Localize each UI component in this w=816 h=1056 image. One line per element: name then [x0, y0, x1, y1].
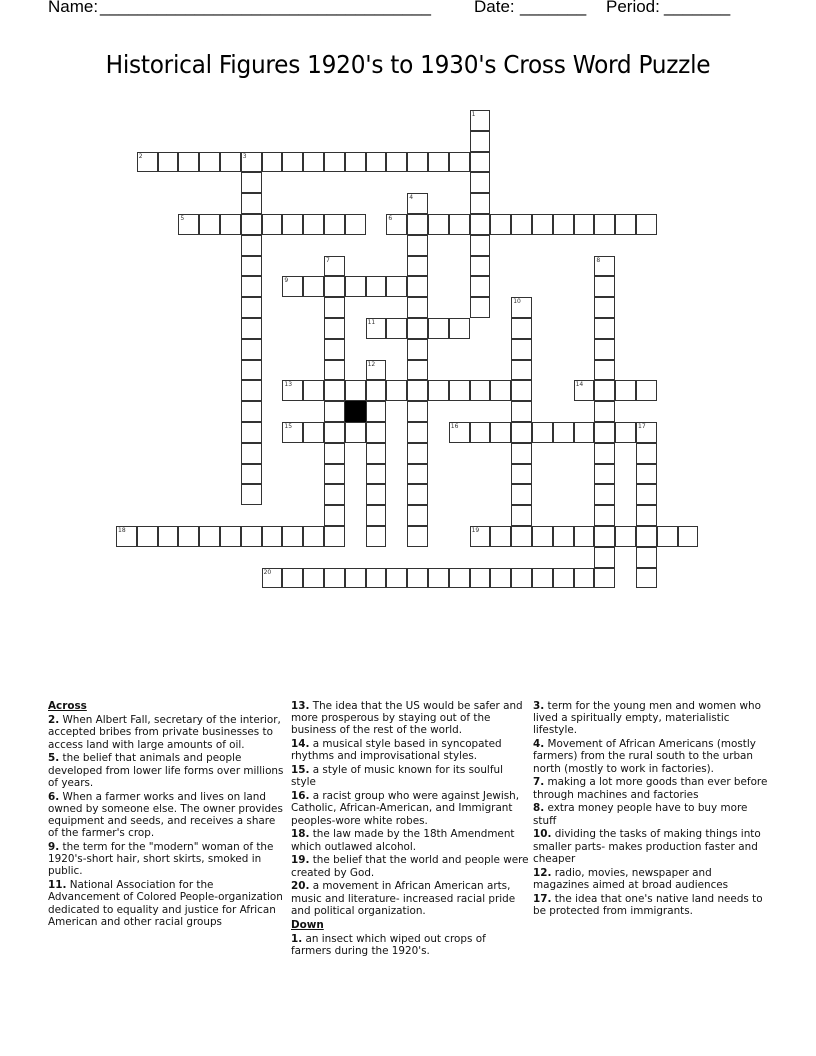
clue-down-4: 4. Movement of African Americans (mostly farmers) from the rural south to the urban north (mostly to work in factories).: [533, 738, 756, 775]
clue-number: 10: [513, 298, 521, 306]
grid-cell[interactable]: [386, 214, 407, 235]
grid-cell[interactable]: [324, 297, 345, 318]
clue-number: 16: [450, 423, 459, 430]
grid-cell[interactable]: [470, 526, 491, 547]
grid-cell[interactable]: [366, 360, 387, 381]
grid-cell[interactable]: [636, 505, 657, 526]
grid-cell[interactable]: [511, 214, 532, 235]
grid-cell[interactable]: [407, 235, 428, 256]
clue-number: 1: [471, 111, 476, 118]
grid-cell[interactable]: [594, 401, 615, 422]
grid-cell[interactable]: [407, 318, 428, 339]
grid-cell[interactable]: [470, 235, 491, 256]
grid-cell[interactable]: [116, 526, 137, 547]
clue-across-5: 5. the belief that animals and people developed from lower life forms over millions of years.: [48, 752, 284, 789]
grid-cell[interactable]: [490, 214, 511, 235]
grid-cell[interactable]: [241, 152, 262, 173]
grid-cell[interactable]: [636, 380, 657, 401]
grid-cell[interactable]: [449, 380, 470, 401]
clue-number: 13: [284, 381, 293, 389]
grid-cell[interactable]: [324, 152, 345, 173]
grid-cell[interactable]: [241, 276, 262, 297]
grid-cell[interactable]: [594, 360, 615, 381]
grid-cell[interactable]: [532, 526, 553, 547]
grid-cell[interactable]: [241, 360, 262, 381]
grid-cell[interactable]: [303, 152, 324, 173]
grid-cell[interactable]: [511, 568, 532, 589]
grid-cell[interactable]: [615, 526, 636, 547]
grid-cell[interactable]: [241, 193, 262, 214]
grid-cell[interactable]: [407, 193, 428, 214]
grid-cell[interactable]: [220, 152, 241, 173]
grid-cell[interactable]: [158, 526, 179, 547]
grid-cell[interactable]: [574, 422, 595, 443]
grid-cell[interactable]: [282, 276, 303, 297]
grid-cell[interactable]: [407, 380, 428, 401]
grid-cell[interactable]: [636, 422, 657, 443]
grid-cell[interactable]: [345, 380, 366, 401]
grid-cell[interactable]: [511, 360, 532, 381]
clue-number: 3: [242, 152, 247, 160]
grid-cell[interactable]: [366, 380, 387, 401]
grid-cell[interactable]: [366, 568, 387, 589]
grid-cell[interactable]: [594, 422, 615, 443]
grid-cell[interactable]: [262, 526, 283, 547]
grid-cell[interactable]: [470, 276, 491, 297]
grid-cell[interactable]: [324, 568, 345, 589]
grid-cell[interactable]: [241, 526, 262, 547]
grid-cell[interactable]: [511, 297, 532, 318]
grid-cell[interactable]: [594, 318, 615, 339]
grid-cell[interactable]: [282, 422, 303, 443]
clue-across-2: 2. When Albert Fall, secretary of the interior, accepted bribes from private businesses to access land with large amounts of oil.: [48, 714, 281, 751]
grid-cell[interactable]: [594, 505, 615, 526]
grid-cell[interactable]: [594, 380, 615, 401]
grid-cell[interactable]: [574, 380, 595, 401]
grid-cell[interactable]: [241, 256, 262, 277]
grid-cell[interactable]: [511, 484, 532, 505]
grid-cell[interactable]: [553, 422, 574, 443]
grid-cell[interactable]: [324, 526, 345, 547]
clue-number: 11: [367, 319, 376, 326]
grid-cell[interactable]: [324, 360, 345, 381]
grid-cell[interactable]: [366, 484, 387, 505]
grid-cell[interactable]: [574, 568, 595, 589]
blocked-cell: [345, 401, 366, 422]
grid-cell[interactable]: [241, 401, 262, 422]
grid-cell[interactable]: [428, 380, 449, 401]
grid-cell[interactable]: [366, 152, 387, 173]
clue-across-19: 19. the belief that the world and people were created by God.: [291, 854, 529, 879]
grid-cell[interactable]: [241, 380, 262, 401]
grid-cell[interactable]: [282, 568, 303, 589]
grid-cell[interactable]: [262, 214, 283, 235]
grid-cell[interactable]: [407, 256, 428, 277]
grid-cell[interactable]: [407, 339, 428, 360]
grid-cell[interactable]: [490, 526, 511, 547]
grid-cell[interactable]: [490, 380, 511, 401]
grid-cell[interactable]: [137, 152, 158, 173]
grid-cell[interactable]: [532, 214, 553, 235]
grid-cell[interactable]: [470, 568, 491, 589]
name-field[interactable]: ___________________________________: [100, 0, 431, 16]
down-heading: Down: [291, 918, 324, 931]
grid-cell[interactable]: [636, 214, 657, 235]
clue-number: 17: [638, 423, 646, 430]
grid-cell[interactable]: [636, 526, 657, 547]
clue-number: 14: [575, 381, 584, 389]
across-heading: Across: [48, 700, 87, 712]
grid-cell[interactable]: [511, 443, 532, 464]
grid-cell[interactable]: [407, 401, 428, 422]
grid-cell[interactable]: [449, 422, 470, 443]
clue-number: 7: [326, 256, 330, 264]
clues-column-1: [48, 700, 284, 930]
grid-cell[interactable]: [636, 443, 657, 464]
grid-cell[interactable]: [178, 214, 199, 235]
grid-cell[interactable]: [615, 422, 636, 443]
grid-cell[interactable]: [303, 214, 324, 235]
grid-cell[interactable]: [407, 505, 428, 526]
clues-column-3: [533, 700, 769, 919]
grid-cell[interactable]: [324, 464, 345, 485]
grid-cell[interactable]: [262, 152, 283, 173]
grid-cell[interactable]: [407, 360, 428, 381]
grid-cell[interactable]: [324, 276, 345, 297]
clue-down-12: 12. radio, movies, newspaper and magazines aimed at broad audiences: [533, 866, 729, 891]
grid-cell[interactable]: [678, 526, 699, 547]
grid-cell[interactable]: [407, 422, 428, 443]
grid-cell[interactable]: [386, 276, 407, 297]
clue-down-7: 7. making a lot more goods than ever before through machines and factories: [533, 776, 768, 801]
grid-cell[interactable]: [303, 568, 324, 589]
clue-number: 19: [471, 527, 480, 534]
grid-cell[interactable]: [386, 152, 407, 173]
period-field[interactable]: _______: [664, 0, 731, 16]
grid-cell[interactable]: [324, 505, 345, 526]
grid-cell[interactable]: [490, 568, 511, 589]
grid-cell[interactable]: [636, 464, 657, 485]
clue-across-9: 9. the term for the "modern" woman of the 1920's-short hair, short skirts, smoked in public.: [48, 841, 274, 878]
grid-cell[interactable]: [449, 568, 470, 589]
grid-cell[interactable]: [657, 526, 678, 547]
grid-cell[interactable]: [553, 568, 574, 589]
grid-cell[interactable]: [324, 318, 345, 339]
grid-cell[interactable]: [366, 401, 387, 422]
grid-cell[interactable]: [241, 464, 262, 485]
grid-cell[interactable]: [553, 526, 574, 547]
grid-cell[interactable]: [511, 318, 532, 339]
grid-cell[interactable]: [490, 422, 511, 443]
clue-number: 20: [263, 568, 272, 576]
grid-cell[interactable]: [199, 526, 220, 547]
grid-cell[interactable]: [511, 505, 532, 526]
grid-cell[interactable]: [324, 214, 345, 235]
grid-cell[interactable]: [366, 318, 387, 339]
grid-cell[interactable]: [199, 214, 220, 235]
grid-cell[interactable]: [407, 443, 428, 464]
grid-cell[interactable]: [407, 464, 428, 485]
grid-cell[interactable]: [553, 214, 574, 235]
grid-cell[interactable]: [220, 526, 241, 547]
grid-cell[interactable]: [470, 380, 491, 401]
grid-cell[interactable]: [366, 276, 387, 297]
clue-number: 18: [118, 527, 126, 534]
grid-cell[interactable]: [594, 256, 615, 277]
grid-cell[interactable]: [574, 214, 595, 235]
grid-cell[interactable]: [241, 339, 262, 360]
grid-cell[interactable]: [594, 568, 615, 589]
grid-cell[interactable]: [470, 193, 491, 214]
grid-cell[interactable]: [470, 172, 491, 193]
grid-cell[interactable]: [407, 152, 428, 173]
grid-cell[interactable]: [532, 422, 553, 443]
grid-cell[interactable]: [594, 484, 615, 505]
grid-cell[interactable]: [282, 214, 303, 235]
grid-cell[interactable]: [324, 484, 345, 505]
grid-cell[interactable]: [241, 214, 262, 235]
page-title: Historical Figures 1920's to 1930's Cross Word Puzzle: [105, 50, 711, 79]
grid-cell[interactable]: [366, 422, 387, 443]
grid-cell[interactable]: [303, 526, 324, 547]
grid-cell[interactable]: [158, 152, 179, 173]
clue-across-18: 18. the law made by the 18th Amendment which outlawed alcohol.: [291, 828, 515, 853]
grid-cell[interactable]: [324, 339, 345, 360]
grid-cell[interactable]: [470, 297, 491, 318]
clue-across-20: 20. a movement in African American arts, music and literature- increased racial pride and political organization.: [291, 880, 516, 917]
grid-cell[interactable]: [282, 152, 303, 173]
grid-cell[interactable]: [594, 339, 615, 360]
grid-cell[interactable]: [137, 526, 158, 547]
grid-cell[interactable]: [574, 526, 595, 547]
clue-number: 6: [388, 215, 393, 222]
grid-cell[interactable]: [324, 443, 345, 464]
grid-cell[interactable]: [345, 422, 366, 443]
grid-cell[interactable]: [615, 380, 636, 401]
grid-cell[interactable]: [636, 484, 657, 505]
grid-cell[interactable]: [407, 568, 428, 589]
grid-cell[interactable]: [470, 152, 491, 173]
grid-cell[interactable]: [470, 256, 491, 277]
grid-cell[interactable]: [407, 526, 428, 547]
grid-cell[interactable]: [449, 152, 470, 173]
clue-down-8: 8. extra money people have to buy more stuff: [533, 802, 748, 827]
clue-across-15: 15. a style of music known for its soulful style: [291, 764, 503, 789]
grid-cell[interactable]: [511, 422, 532, 443]
grid-cell[interactable]: [345, 276, 366, 297]
name-label: Name:: [48, 0, 99, 16]
grid-cell[interactable]: [282, 380, 303, 401]
grid-cell[interactable]: [511, 380, 532, 401]
grid-cell[interactable]: [386, 318, 407, 339]
grid-cell[interactable]: [428, 568, 449, 589]
grid-cell[interactable]: [366, 443, 387, 464]
grid-cell[interactable]: [636, 568, 657, 589]
grid-cell[interactable]: [366, 505, 387, 526]
grid-cell[interactable]: [407, 484, 428, 505]
grid-cell[interactable]: [178, 152, 199, 173]
grid-cell[interactable]: [449, 214, 470, 235]
date-label: Date:: [474, 0, 515, 16]
grid-cell[interactable]: [324, 401, 345, 422]
grid-cell[interactable]: [594, 276, 615, 297]
grid-cell[interactable]: [303, 422, 324, 443]
grid-cell[interactable]: [366, 526, 387, 547]
grid-cell[interactable]: [470, 422, 491, 443]
clue-across-13: 13. The idea that the US would be safer and more prosperous by staying out of the business of the rest of the world.: [291, 700, 523, 737]
clue-number: 4: [409, 194, 414, 202]
clues-column-2: [291, 700, 529, 959]
grid-cell[interactable]: [594, 297, 615, 318]
grid-cell[interactable]: [324, 422, 345, 443]
grid-cell[interactable]: [241, 422, 262, 443]
grid-cell[interactable]: [282, 526, 303, 547]
grid-cell[interactable]: [303, 276, 324, 297]
clue-number: 2: [138, 152, 143, 160]
grid-cell[interactable]: [428, 214, 449, 235]
clue-number: 12: [367, 360, 376, 368]
grid-cell[interactable]: [178, 526, 199, 547]
grid-cell[interactable]: [470, 110, 491, 131]
grid-cell[interactable]: [345, 152, 366, 173]
grid-cell[interactable]: [511, 464, 532, 485]
grid-cell[interactable]: [241, 235, 262, 256]
grid-cell[interactable]: [407, 297, 428, 318]
grid-cell[interactable]: [324, 256, 345, 277]
grid-cell[interactable]: [345, 568, 366, 589]
grid-cell[interactable]: [428, 152, 449, 173]
grid-cell[interactable]: [199, 152, 220, 173]
grid-cell[interactable]: [594, 547, 615, 568]
grid-cell[interactable]: [241, 297, 262, 318]
period-label: Period:: [606, 0, 660, 16]
grid-cell[interactable]: [241, 318, 262, 339]
clue-down-3: 3. term for the young men and women who lived a spiritually empty, materialistic lifestyle.: [533, 700, 761, 737]
grid-cell[interactable]: [324, 380, 345, 401]
grid-cell[interactable]: [594, 443, 615, 464]
grid-cell[interactable]: [262, 568, 283, 589]
clue-number: 9: [284, 277, 289, 285]
clue-number: 15: [284, 423, 293, 430]
grid-cell[interactable]: [636, 547, 657, 568]
grid-cell[interactable]: [615, 214, 636, 235]
clue-across-6: 6. When a farmer works and lives on land owned by someone else. The owner provides equipment and seeds, and receives a share of the farmer's crop.: [48, 790, 283, 840]
grid-cell[interactable]: [511, 339, 532, 360]
grid-cell[interactable]: [594, 214, 615, 235]
grid-cell[interactable]: [511, 526, 532, 547]
grid-cell[interactable]: [241, 484, 262, 505]
clue-across-11: 11. National Association for the Advancement of Colored People-organization dedicated to equality and justice for African American and other racial groups: [48, 879, 283, 928]
grid-cell[interactable]: [594, 526, 615, 547]
grid-cell[interactable]: [470, 214, 491, 235]
grid-cell[interactable]: [220, 214, 241, 235]
clue-down-17: 17. the idea that one's native land needs to be protected from immigrants.: [533, 892, 763, 917]
grid-cell[interactable]: [407, 276, 428, 297]
clue-down-1: 1. an insect which wiped out crops of farmers during the 1920's.: [291, 932, 486, 958]
clue-number: 5: [180, 215, 185, 222]
grid-cell[interactable]: [241, 443, 262, 464]
grid-cell[interactable]: [366, 464, 387, 485]
grid-cell[interactable]: [303, 380, 324, 401]
grid-cell[interactable]: [428, 318, 449, 339]
clue-across-14: 14. a musical style based in syncopated rhythms and improvisational styles.: [291, 738, 502, 763]
grid-cell[interactable]: [241, 172, 262, 193]
grid-cell[interactable]: [594, 464, 615, 485]
clue-across-16: 16. a racist group who were against Jewish, Catholic, African-American, and Immigrant peoples-wore white robes.: [291, 790, 520, 827]
grid-cell[interactable]: [470, 131, 491, 152]
grid-cell[interactable]: [345, 214, 366, 235]
grid-cell[interactable]: [532, 568, 553, 589]
date-field[interactable]: _______: [520, 0, 587, 16]
grid-cell[interactable]: [449, 318, 470, 339]
grid-cell[interactable]: [386, 380, 407, 401]
clue-down-10: 10. dividing the tasks of making things into smaller parts- makes production faster and cheaper: [533, 828, 761, 865]
clue-number: 8: [596, 256, 601, 264]
grid-cell[interactable]: [511, 401, 532, 422]
grid-cell[interactable]: [386, 568, 407, 589]
grid-cell[interactable]: [407, 214, 428, 235]
